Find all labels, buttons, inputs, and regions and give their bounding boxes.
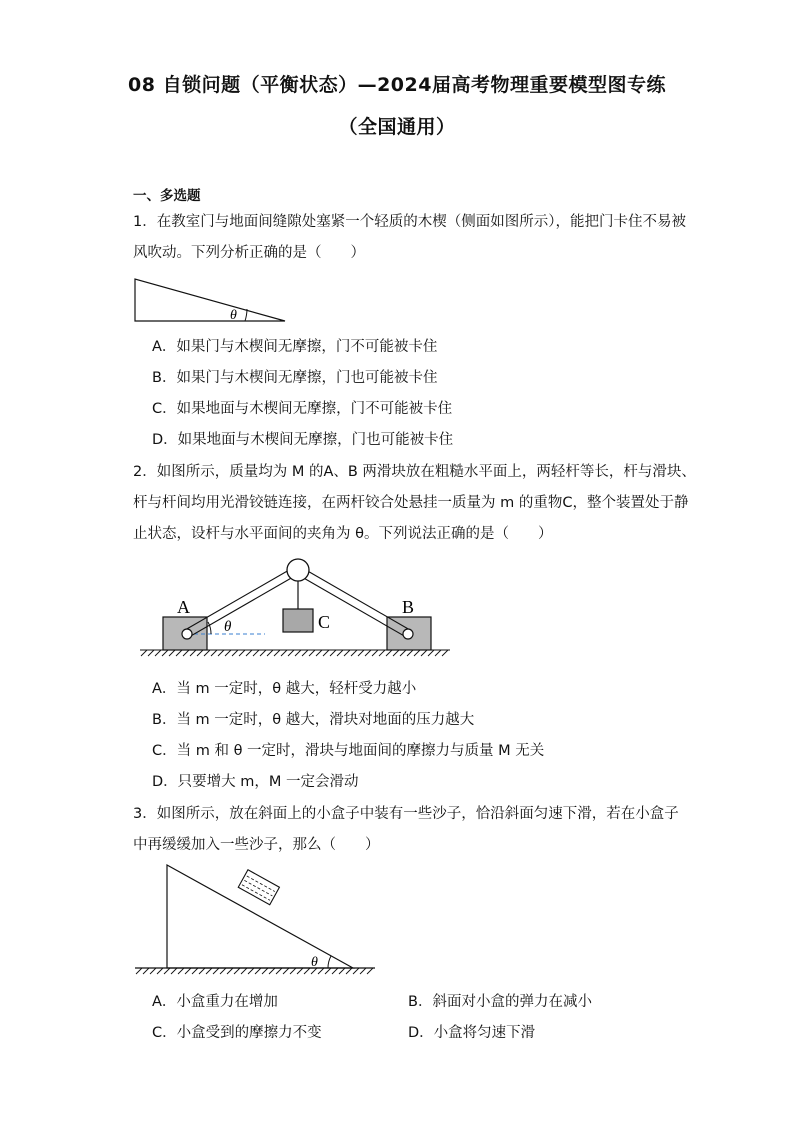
hatch-mark	[248, 968, 254, 974]
sand-box	[238, 870, 279, 905]
hatch-mark	[253, 650, 259, 656]
incline-angle-label: θ	[311, 955, 318, 970]
hatch-mark	[141, 650, 147, 656]
wedge-angle-arc	[245, 309, 247, 321]
hatch-mark	[318, 968, 324, 974]
weight-c	[283, 609, 313, 632]
hatch-mark	[367, 968, 373, 974]
hatch-mark	[323, 650, 329, 656]
hatch-mark	[190, 650, 196, 656]
hatch-mark	[211, 650, 217, 656]
hatch-mark	[330, 650, 336, 656]
label-a: A	[177, 597, 190, 617]
question-1-stem-line-2: 风吹动。下列分析正确的是（ ）	[133, 245, 365, 261]
label-c: C	[318, 612, 331, 632]
question-1-option-d[interactable]: D．如果地面与木楔间无摩擦，门也可能被卡住	[152, 432, 454, 448]
hatch-mark	[148, 650, 154, 656]
angle-arc	[208, 622, 211, 634]
hatch-mark	[407, 650, 413, 656]
wedge-shape	[135, 279, 285, 321]
question-3-option-d[interactable]: D．小盒将匀速下滑	[408, 1025, 536, 1041]
hatch-mark	[169, 650, 175, 656]
question-2-option-b[interactable]: B．当 m 一定时，θ 越大，滑块对地面的压力越大	[152, 712, 475, 728]
hatch-mark	[353, 968, 359, 974]
hatch-mark	[302, 650, 308, 656]
hatch-mark	[260, 650, 266, 656]
hatch-mark	[346, 968, 352, 974]
hatch-mark	[178, 968, 184, 974]
hatch-mark	[262, 968, 268, 974]
hatch-mark	[281, 650, 287, 656]
question-1-option-a[interactable]: A．如果门与木楔间无摩擦，门不可能被卡住	[152, 339, 438, 355]
hatch-mark	[192, 968, 198, 974]
question-3-stem-line-2: 中再缓缓加入一些沙子，那么（ ）	[133, 837, 380, 853]
top-hinge	[287, 559, 309, 581]
section-heading: 一、多选题	[133, 188, 201, 204]
question-1-option-b[interactable]: B．如果门与木楔间无摩擦，门也可能被卡住	[152, 370, 438, 386]
hatch-mark	[232, 650, 238, 656]
hatch-mark	[297, 968, 303, 974]
wedge-angle-label: θ	[230, 308, 237, 323]
hatch-mark	[199, 968, 205, 974]
hatch-mark	[136, 968, 142, 974]
hatch-mark	[213, 968, 219, 974]
hatch-mark	[435, 650, 441, 656]
hatch-mark	[309, 650, 315, 656]
hatch-mark	[325, 968, 331, 974]
hatch-mark	[155, 650, 161, 656]
hatch-mark	[332, 968, 338, 974]
hatch-mark	[206, 968, 212, 974]
hatch-mark	[225, 650, 231, 656]
hatch-mark	[428, 650, 434, 656]
hatch-mark	[204, 650, 210, 656]
rods-blocks-figure	[135, 555, 455, 665]
question-2-option-d[interactable]: D．只要增大 m，M 一定会滑动	[152, 774, 359, 790]
question-1-option-c[interactable]: C．如果地面与木楔间无摩擦，门不可能被卡住	[152, 401, 453, 417]
hatch-mark	[442, 650, 448, 656]
hatch-mark	[176, 650, 182, 656]
hatch-mark	[283, 968, 289, 974]
hatch-mark	[274, 650, 280, 656]
wedge-figure	[130, 274, 290, 326]
hinge-a	[182, 629, 192, 639]
hatch-mark	[241, 968, 247, 974]
hatch-mark	[164, 968, 170, 974]
document-title: 08 自锁问题（平衡状态）—2024届高考物理重要模型图专练	[128, 74, 666, 96]
hatch-mark	[365, 650, 371, 656]
hatch-mark	[358, 650, 364, 656]
hatch-mark	[269, 968, 275, 974]
hatch-mark	[255, 968, 261, 974]
question-3-stem-line-1: 3．如图所示，放在斜面上的小盒子中装有一些沙子，恰沿斜面匀速下滑，若在小盒子	[133, 806, 679, 822]
hatch-mark	[386, 650, 392, 656]
question-2-option-c[interactable]: C．当 m 和 θ 一定时，滑块与地面间的摩擦力与质量 M 无关	[152, 743, 545, 759]
hatch-mark	[171, 968, 177, 974]
hatch-mark	[393, 650, 399, 656]
hatch-mark	[276, 968, 282, 974]
incline-angle-arc	[328, 956, 331, 968]
question-3-option-b[interactable]: B．斜面对小盒的弹力在减小	[408, 994, 592, 1010]
hatch-mark	[239, 650, 245, 656]
hatch-mark	[143, 968, 149, 974]
hatch-mark	[339, 968, 345, 974]
hatch-mark	[267, 650, 273, 656]
hatch-mark	[288, 650, 294, 656]
hatch-mark	[220, 968, 226, 974]
hatch-mark	[150, 968, 156, 974]
ground-hatch-marks	[141, 650, 448, 656]
question-2-stem-line-1: 2．如图所示，质量均为 M 的A、B 两滑块放在粗糙水平面上，两轻杆等长，杆与滑块、	[133, 464, 696, 480]
hinge-b	[403, 629, 413, 639]
hatch-mark	[400, 650, 406, 656]
question-2-stem-line-2: 杆与杆间均用光滑铰链连接，在两杆铰合处悬挂一质量为 m 的重物C，整个装置处于静	[133, 495, 689, 511]
angle-label: θ	[224, 619, 232, 635]
question-1-stem-line-1: 1．在教室门与地面间缝隙处塞紧一个轻质的木楔（侧面如图所示），能把门卡住不易被	[133, 214, 686, 230]
hatch-mark	[360, 968, 366, 974]
hatch-mark	[304, 968, 310, 974]
hatch-mark	[290, 968, 296, 974]
hatch-mark	[185, 968, 191, 974]
hatch-mark	[316, 650, 322, 656]
hatch-mark	[183, 650, 189, 656]
question-2-stem-line-3: 止状态，设杆与水平面间的夹角为 θ。下列说法正确的是（ ）	[133, 526, 553, 542]
hatch-mark	[337, 650, 343, 656]
hatch-mark	[227, 968, 233, 974]
label-b: B	[402, 597, 415, 617]
hatch-mark	[162, 650, 168, 656]
hatch-mark	[234, 968, 240, 974]
hatch-mark	[157, 968, 163, 974]
incline-figure	[130, 860, 380, 985]
hatch-mark	[351, 650, 357, 656]
question-3-option-a[interactable]: A．小盒重力在增加	[152, 994, 278, 1010]
hatch-mark	[197, 650, 203, 656]
hatch-mark	[379, 650, 385, 656]
hatch-mark	[218, 650, 224, 656]
hatch-mark	[421, 650, 427, 656]
hatch-mark	[246, 650, 252, 656]
hatch-mark	[414, 650, 420, 656]
ground-hatch-marks	[136, 968, 373, 974]
hatch-mark	[372, 650, 378, 656]
question-3-option-c[interactable]: C．小盒受到的摩擦力不变	[152, 1025, 322, 1041]
hatch-mark	[344, 650, 350, 656]
hatch-mark	[295, 650, 301, 656]
question-2-option-a[interactable]: A．当 m 一定时，θ 越大，轻杆受力越小	[152, 681, 417, 697]
document-subtitle: （全国通用）	[338, 116, 456, 138]
